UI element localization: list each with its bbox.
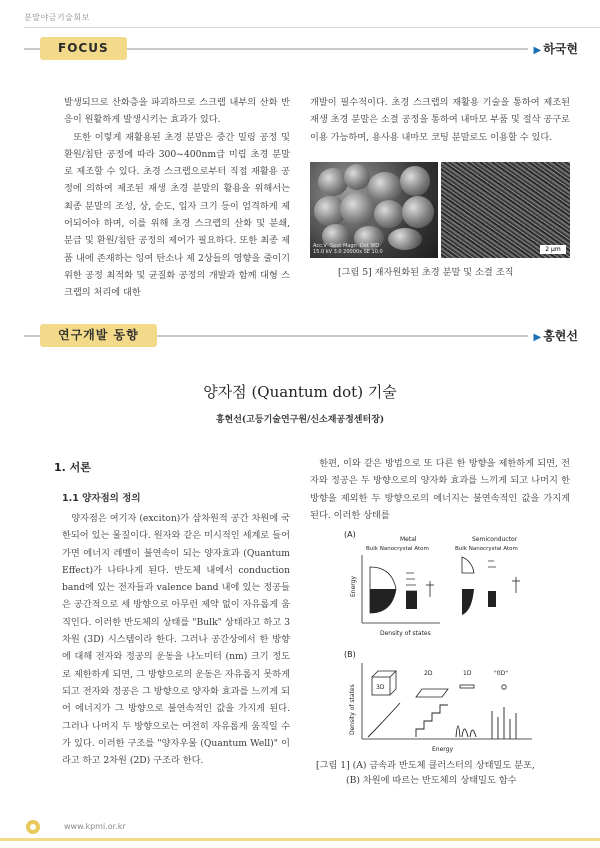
focus-left-column — [64, 94, 290, 302]
wire-1d-icon — [460, 685, 474, 688]
semiconductor-nanocrystal-filled — [488, 591, 496, 607]
rnd-author — [528, 327, 578, 344]
rnd-author-name: 홍현선 — [543, 329, 578, 343]
rnd-left-column — [62, 510, 290, 769]
energy-axis-label: Energy — [350, 575, 357, 597]
dim-3d-label: 3D — [376, 684, 385, 691]
rnd-right-column — [310, 455, 570, 524]
metal-nanocrystal-filled — [406, 591, 417, 609]
kpmi-logo-icon — [26, 820, 40, 834]
header-divider — [24, 27, 600, 28]
rnd-right-paragraph: 한편, 이와 같은 방법으로 또 다른 한 방향을 제한하게 되면, 전자와 정공은 두 방향으로의 양자화 효과를 느끼게 되고 나머지 한 방향을 제외한 두 방향으로의 에너지는 불연속적인 값을 가지게 된다. 이러한 상태를 — [310, 458, 570, 521]
dim-2d-label: 2D — [424, 670, 433, 677]
recycled-powder-micrograph — [310, 162, 438, 258]
energy-axis-label-b: Energy — [432, 746, 454, 753]
metal-atom-levels — [426, 581, 434, 597]
focus-right-column — [310, 94, 570, 146]
focus-section-bar — [24, 37, 578, 61]
semiconductor-atom-levels — [512, 577, 520, 593]
diagram-label-a: (A) — [344, 530, 356, 539]
rnd-section-bar — [24, 324, 578, 348]
dot-0d-icon — [502, 685, 506, 689]
sintered-structure-micrograph — [441, 162, 570, 258]
focus-left-paragraph-2: 또한 이렇게 재활용된 초경 분말은 중간 밀링 공정 및 환원/침탄 공정에 따라 300~400nm급 미립 초경 분말로 제조할 수 있다. 초경 스크랩으로부터 직접 재활용 공정에 의하여 제조된 재생 초경 분말의 활용을 위해서는 최종 분말의 조성, 상, 순도, 입자 크기 등이 엄격하게 제어되어야 하며, 이를 위해 초경 스크랩의 산화 및 분쇄, 분급 및 환원/침탄 공정의 제어가 필요하다. 또한 최종 제품 내에 존재하는 잉여 탄소나 제 2상들의 영향을 줄이기 위한 공정 최적화 및 균질화 공정의 개발과 함께 대형 스크랩의 처리에 대한 — [64, 131, 290, 299]
density-of-states-diagram — [322, 527, 562, 767]
triangle-icon: ▶ — [533, 45, 542, 56]
triangle-icon: ▶ — [533, 332, 542, 343]
dos-3d-curve — [368, 703, 400, 737]
micrograph-info: Acc.V Spot Magn Det WD 15.0 kV 3.0 20000x SE 10.0 — [313, 243, 383, 255]
heading-quantum-dot-definition: 1.1 양자점의 정의 — [62, 493, 141, 504]
rnd-tag: 연구개발 동향 — [40, 324, 157, 347]
figure-5-caption: [그림 5] 재자원화된 초경 분말 및 소결 조직 — [338, 267, 514, 278]
focus-right-paragraph: 개발이 필수적이다. 초경 스크랩의 재활용 기술을 통하여 제조된 재생 초경 분말은 소결 공정을 통하여 내마모 부품 및 절삭 공구로 이용 가능하며, 용사용 내마모 코팅 분말로도 이용할 수 있다. — [310, 97, 570, 143]
semiconductor-label: Semiconductor — [472, 536, 518, 543]
semiconductor-bulk-label: Bulk Nanocrystal Atom — [455, 546, 518, 552]
footer-url: www.kpmi.or.kr — [64, 822, 126, 831]
dos-1d-peaks — [456, 726, 476, 737]
focus-author-name: 하국현 — [543, 42, 578, 56]
dos-axis-label: Density of states — [380, 630, 431, 637]
article-subtitle: 홍현선(고등기술연구원/신소재공정센터장) — [215, 415, 385, 425]
slab-2d-icon — [416, 689, 448, 697]
footer-divider — [0, 838, 600, 841]
page-header: 분말야금기술회보 — [24, 13, 90, 22]
metal-bulk-filled — [370, 589, 396, 613]
metal-label: Metal — [400, 536, 417, 543]
dim-1d-label: 1D — [463, 670, 472, 677]
dos-axis-label-b: Density of states — [349, 684, 356, 735]
focus-left-paragraph-1: 발생되므로 산화층을 파괴하므로 스크랩 내부의 산화 반응이 원활하게 발생시키는 효과가 있다. — [64, 97, 290, 126]
dos-0d-lines — [492, 707, 516, 739]
conduction-band — [462, 557, 474, 573]
figure-1-caption-line-2: (B) 차원에 따르는 반도체의 상태밀도 함수 — [346, 775, 517, 786]
metal-bulk-label: Bulk Nanocrystal Atom — [366, 546, 429, 552]
figure-1-caption-line-1: [그림 1] (A) 금속과 반도체 클러스터의 상태밀도 분포, — [316, 760, 535, 771]
focus-tag: FOCUS — [40, 37, 127, 60]
dos-2d-steps — [416, 705, 448, 737]
heading-introduction: 1. 서론 — [54, 461, 91, 474]
article-title: 양자점 (Quantum dot) 기술 — [203, 383, 397, 401]
dim-0d-label: "0D" — [494, 670, 508, 677]
rnd-left-paragraph: 양자점은 여기자 (exciton)가 삼차원적 공간 차원에 국한되어 있는 물질이다. 원자와 같은 미시적인 세계로 들어가면 에너지 레벨이 불연속이 되는 양자효과 (Quantum Effect)가 나타나게 된다. 반도체 내에서 conduction band에 있는 전자들과 valence band 내에 있는 정공들은 공간적으로 세 방향으로 아무런 제약 없이 자유롭게 움직인다. 이러한 반도체의 상태를 "Bulk" 상태라고 하고 3차원 (3D) 시스템이라 한다. 그러나 공간상에서 한 방향에 대해 전자와 정공의 운동을 나노미터 (nm) 크기 정도로 제한하게 되면, 그 방향으로의 운동은 자유롭지 못하게 되고 전자와 정공은 그 방향으로 양자화 효과를 느끼게 되어 에너지가 그 방향으로 불연속적인 값을 가지게 된다. 그러나 나머지 두 방향으로는 여전히 자유롭게 움직일 수가 있다. 이러한 구조를 "양자우물 (Quantum Well)" 이라고 하고 2차원 (2D) 구조라 한다. — [62, 513, 290, 767]
valence-band — [462, 589, 474, 615]
focus-author — [528, 40, 578, 57]
scale-bar: 2 μm — [540, 245, 566, 254]
diagram-label-b: (B) — [344, 650, 356, 659]
